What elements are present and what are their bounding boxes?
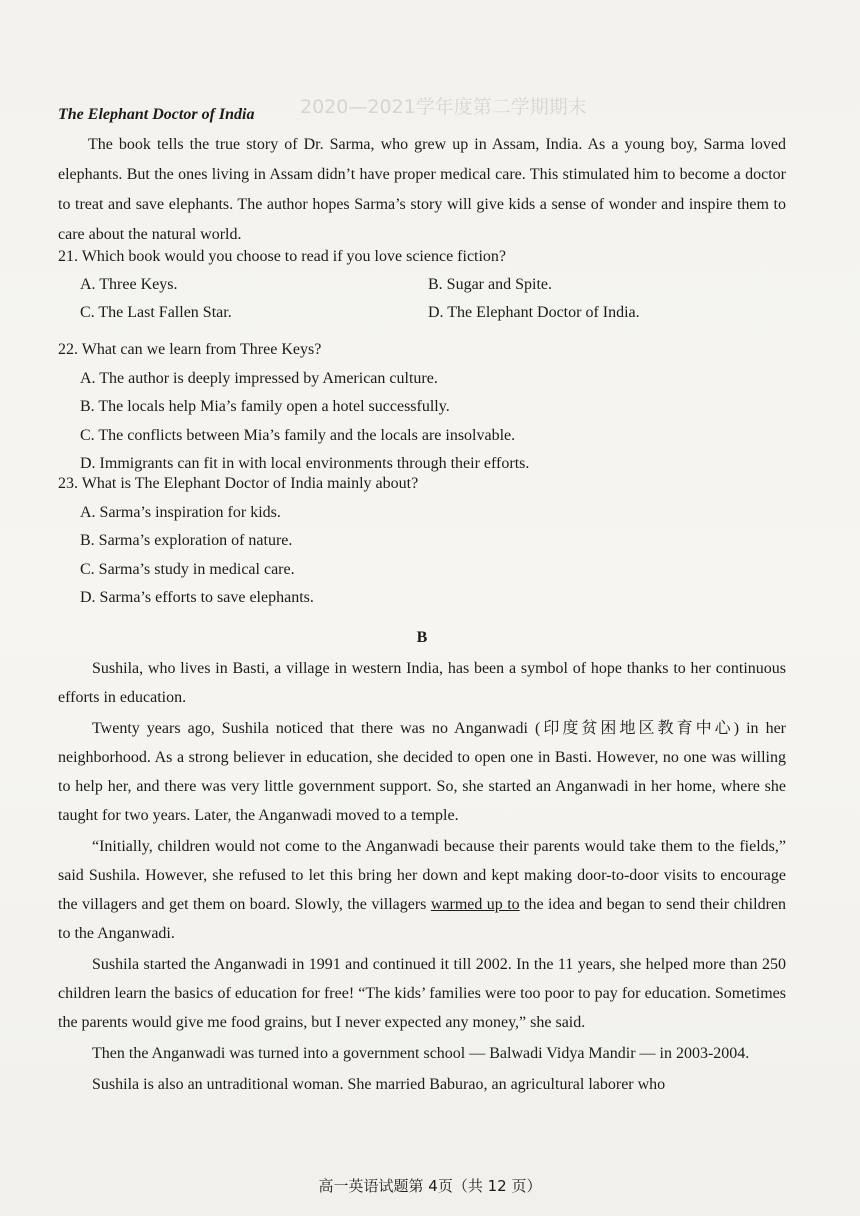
question-21-option-a: A. Three Keys. (80, 276, 178, 293)
paragraph-3-text-a: “Initially, children would not come to the Anganwadi because their parents would take them to the fields,” said Sushila. However, she refused to let this bring her down and kept making door-to-door visits to encourage the villagers and get them on board. Slowly, the villagers (58, 838, 786, 913)
question-23-option-d: D. Sarma’s efforts to save elephants. (80, 589, 314, 606)
question-22-option-a: A. The author is deeply impressed by American culture. (80, 369, 438, 387)
section-b-paragraph-6: Sushila is also an untraditional woman. She married Baburao, an agricultural laborer who (92, 1076, 666, 1093)
section-b-paragraph-5: Then the Anganwadi was turned into a government school — Balwadi Vidya Mandir — in 2003-2004. (92, 1045, 750, 1062)
question-22-option-b: B. The locals help Mia’s family open a hotel successfully. (80, 398, 450, 415)
passage-a (58, 100, 786, 250)
header-watermark: 2020—2021学年度第二学期期末 (300, 96, 587, 118)
question-21 (58, 243, 786, 327)
question-23-option-b: B. Sarma’s exploration of nature. (80, 532, 293, 549)
question-21-option-b: B. Sugar and Spite. (428, 276, 552, 293)
passage-a-text: The book tells the true story of Dr. Sarma, who grew up in Assam, India. As a young boy, Sarma loved elephants. But the ones living in Assam didn’t have proper medical care. This stimulated him to become a doctor to treat and save elephants. The author hopes Sarma’s story will give kids a sense of wonder and inspire them to care about the natural world. (58, 136, 786, 243)
question-21-option-c: C. The Last Fallen Star. (80, 304, 232, 321)
section-b-paragraph-3 (58, 832, 786, 948)
question-22 (58, 336, 786, 479)
question-23 (58, 470, 786, 613)
question-23-option-c: C. Sarma’s study in medical care. (80, 560, 295, 578)
question-22-stem: 22. What can we learn from Three Keys? (58, 341, 322, 358)
passage-a-title: The Elephant Doctor of India (58, 106, 255, 123)
question-21-stem: 21. Which book would you choose to read if you love science fiction? (58, 248, 507, 265)
section-b (58, 623, 786, 1099)
question-23-stem: 23. What is The Elephant Doctor of India mainly about? (58, 475, 419, 492)
question-23-option-a: A. Sarma’s inspiration for kids. (80, 503, 281, 521)
section-b-paragraph-2: Twenty years ago, Sushila noticed that there was no Anganwadi (印度贫困地区教育中心) in her neighborhood. As a strong believer in education, she decided to open one in Basti. However, no one was willing to help her, and there was very little government support. So, she started an Anganwadi in her home, where she taught for two years. Later, the Anganwadi moved to a temple. (58, 720, 786, 824)
page-footer: 高一英语试题第 4页（共 12 页） (318, 1177, 542, 1195)
question-22-option-d: D. Immigrants can fit in with local environments through their efforts. (80, 455, 530, 472)
question-21-option-d: D. The Elephant Doctor of India. (428, 304, 640, 321)
paragraph-3-text-b: the idea and began to send their children to the Anganwadi. (58, 896, 786, 942)
underlined-phrase: warmed up to (430, 896, 520, 913)
section-b-heading: B (416, 629, 428, 646)
question-22-option-c: C. The conflicts between Mia’s family and the locals are insolvable. (80, 426, 516, 444)
section-b-paragraph-4: Sushila started the Anganwadi in 1991 and continued it till 2002. In the 11 years, she helped more than 250 children learn the basics of education for free! “The kids’ families were too poor to pay for education. Sometimes the parents would give me food grains, but I never expected any money,” she said. (58, 956, 786, 1031)
section-b-paragraph-1: Sushila, who lives in Basti, a village in western India, has been a symbol of hope thanks to her continuous efforts in education. (58, 660, 786, 706)
